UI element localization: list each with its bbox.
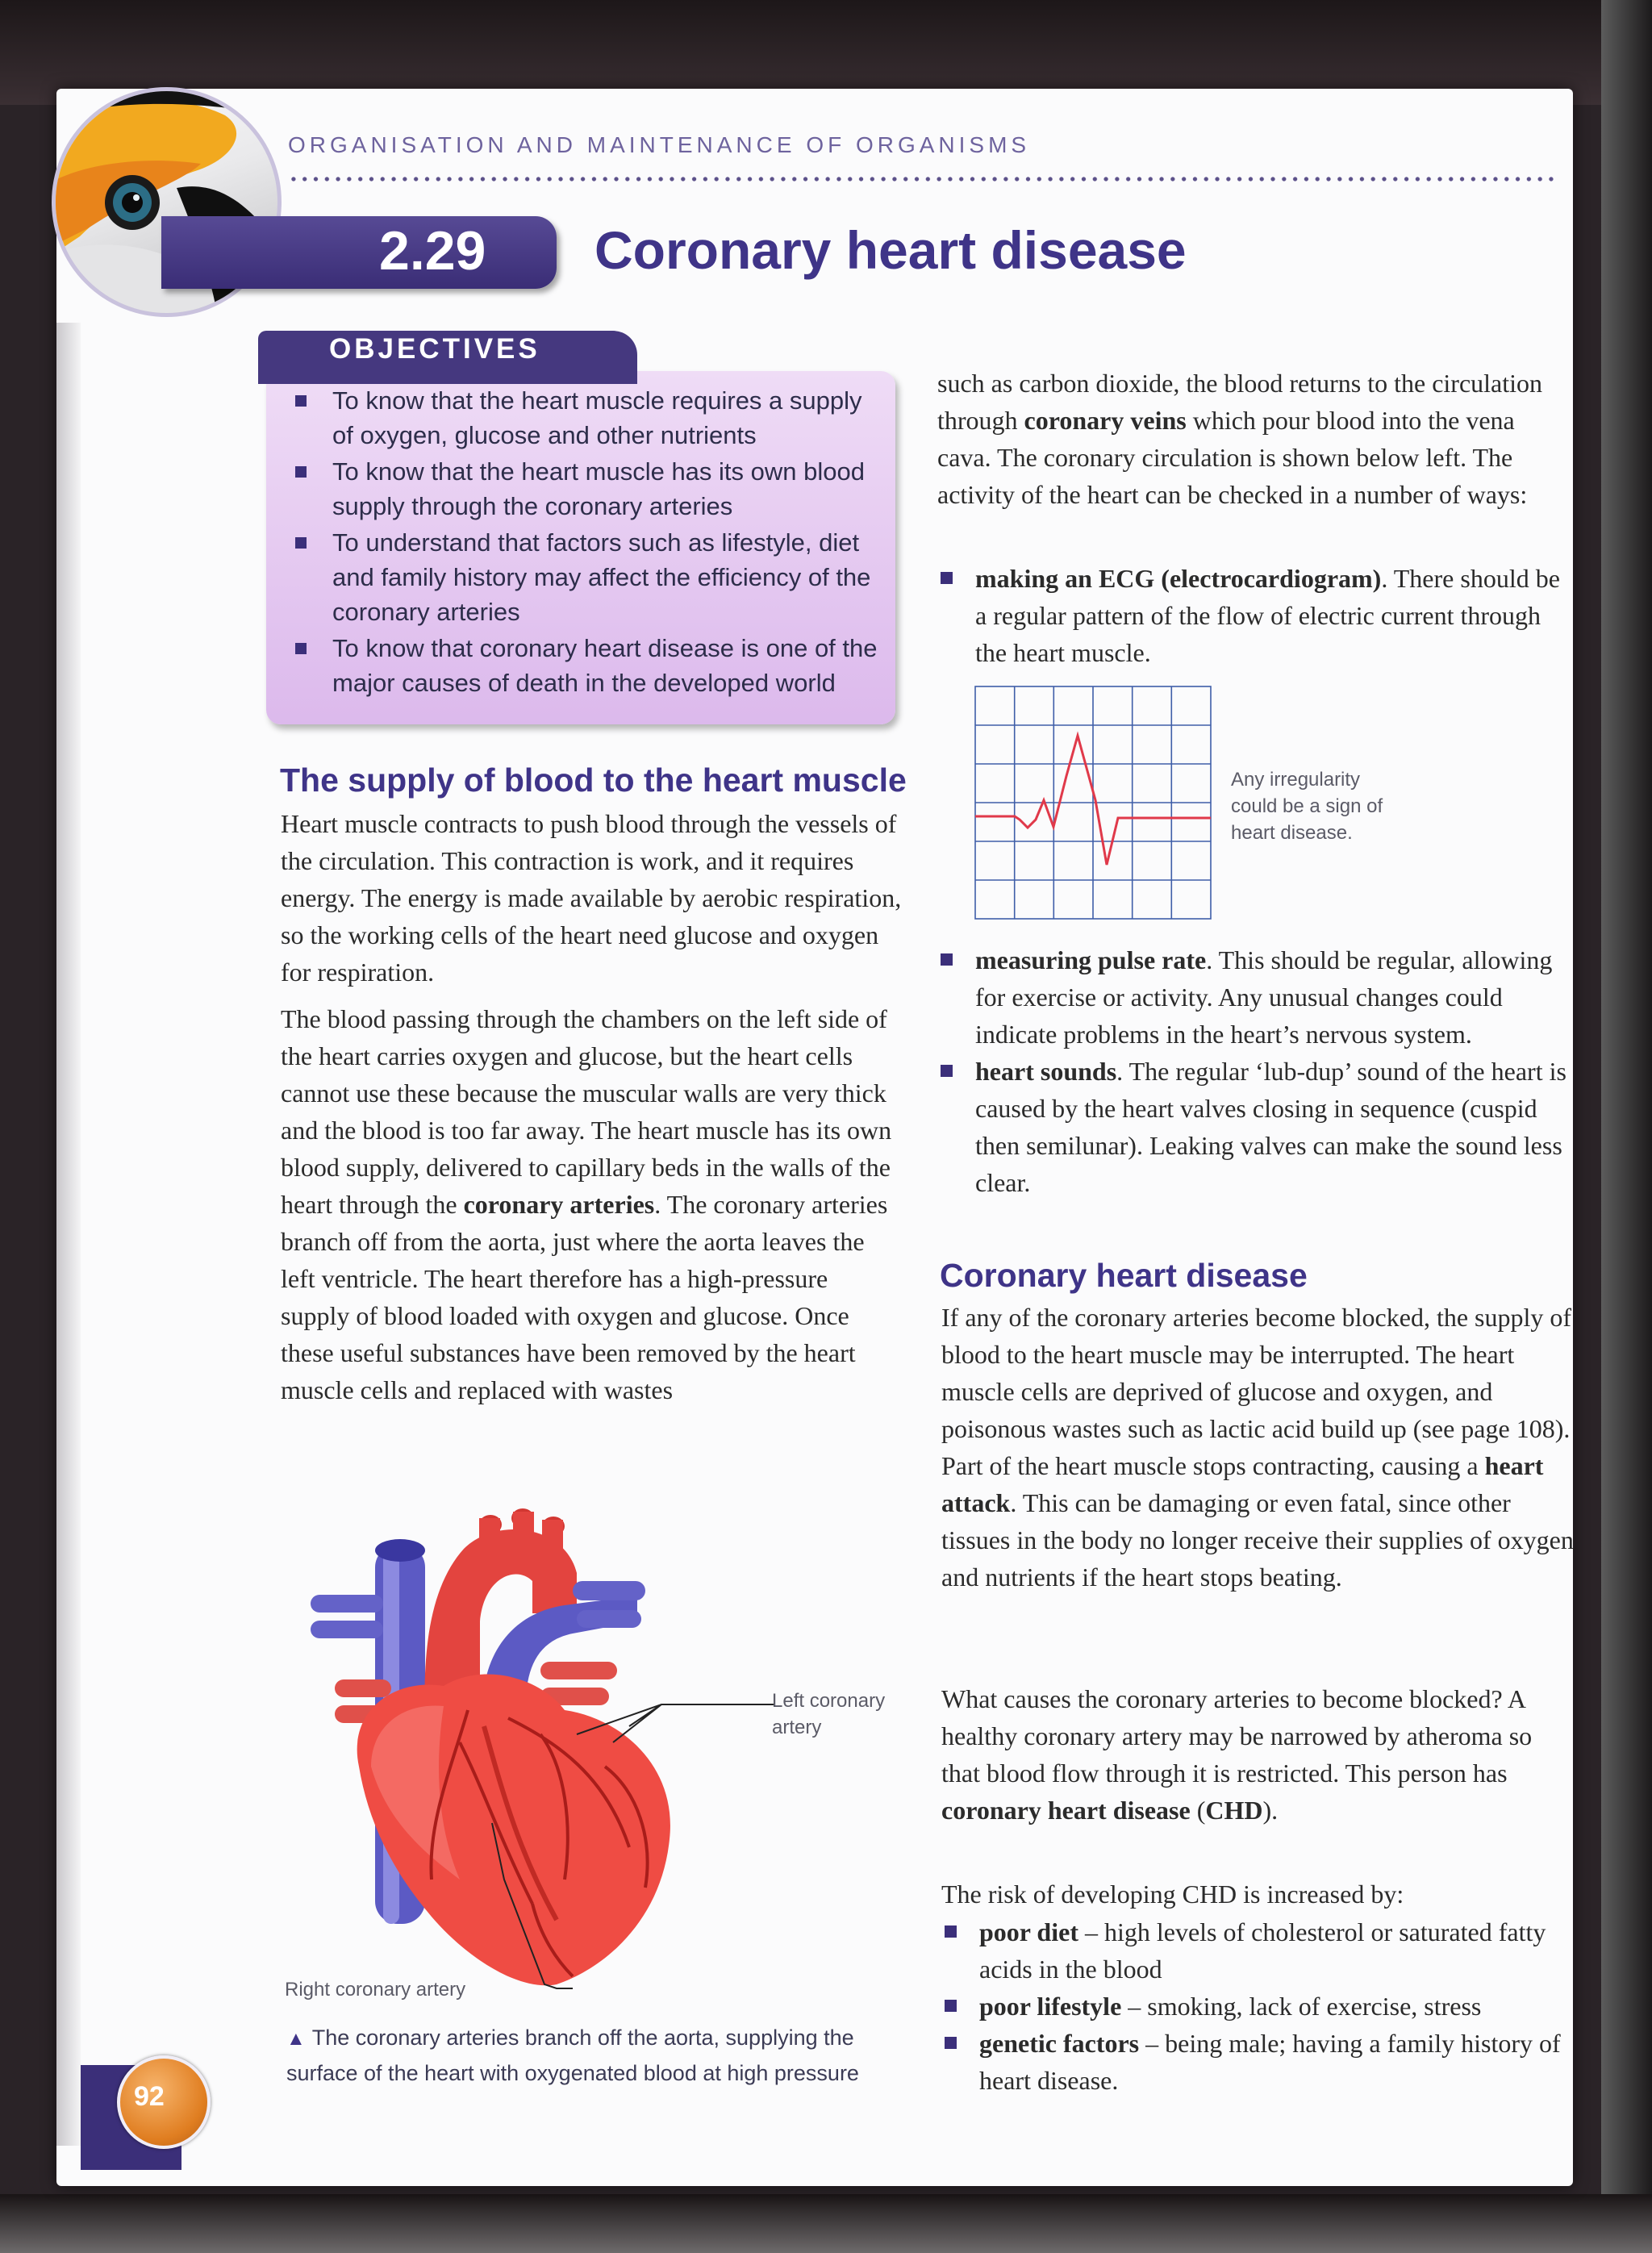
chd-paragraph-2: [941, 1680, 1575, 1829]
check-sounds-text: . The regular ‘lub-dup’ sound of the heart is caused by the heart valves closing in sequence (cuspid then semilunar). Leaking valves can make the sound less clear.: [975, 1057, 1566, 1197]
supply-paragraph-2: [281, 1000, 902, 1408]
risk-intro: The risk of developing CHD is increased by:: [941, 1880, 1404, 1909]
supply-paragraph-1: Heart muscle contracts to push blood through the vessels of the circulation. This contraction is work, and it requires energy. The energy is made available by aerobic respiration, so the working cells of the heart need glucose and oxygen for respiration.: [281, 809, 902, 987]
risk-factor-list: [941, 1913, 1575, 2099]
risk-genetic-term: genetic factors: [979, 2029, 1140, 2058]
pulmonary-vein-left-lower: [311, 1621, 383, 1638]
chd-paragraph-1-part-b: . This can be damaging or even fatal, since other tissues in the body no longer receive their supplies of oxygen and nutrients if the heart stops beating.: [941, 1488, 1574, 1592]
check-pulse-term: measuring pulse rate: [975, 945, 1207, 974]
risk-item-diet: [941, 1913, 1575, 1988]
pulmonary-artery-branch-lower: [577, 1610, 641, 1628]
scan-background-bottom: [0, 2194, 1652, 2253]
check-item-pulse: [937, 941, 1575, 1053]
pulmonary-vein-left-upper: [311, 1595, 383, 1613]
objective-item: To understand that factors such as lifestyle, diet and family history may affect the efficiency of the coronary arteries: [290, 525, 887, 629]
caption-triangle-icon: ▲: [286, 2028, 306, 2050]
chd-paragraph-1: [941, 1299, 1575, 1596]
aorta-vessel-3: [542, 1520, 563, 1568]
term-coronary-heart-disease: coronary heart disease: [941, 1796, 1191, 1825]
right-intro-part-a: such as carbon dioxide, the blood returns to the circulation through: [937, 369, 1543, 435]
page-stack-edge: [56, 323, 81, 2146]
chd-heading: Coronary heart disease: [940, 1257, 1308, 1294]
aorta-vessel-2: [513, 1512, 534, 1560]
risk-diet-text: – high levels of cholesterol or saturated fatty acids in the blood: [979, 1917, 1546, 1984]
pulmonary-vein-right-upper: [540, 1662, 617, 1679]
ecg-grid: [975, 686, 1211, 919]
term-coronary-arteries: coronary arteries: [463, 1190, 655, 1219]
check-pulse-text: . This should be regular, allowing for exercise or activity. Any unusual changes could indicate problems in the heart’s nervous system.: [975, 945, 1553, 1049]
right-intro-part-b: which pour blood into the vena cava. The coronary circulation is shown below left. The activity of the heart can be checked in a number of ways:: [937, 406, 1528, 509]
ecg-trace-chart: [974, 686, 1213, 921]
left-coronary-label: Left coronary artery: [772, 1690, 886, 1738]
heart-diagram: [298, 1500, 912, 2017]
objective-item: To know that the heart muscle requires a supply of oxygen, glucose and other nutrients: [290, 383, 887, 453]
figure-caption: [286, 2021, 907, 2091]
right-intro-paragraph: [937, 365, 1575, 513]
objective-item: To know that the heart muscle has its own blood supply through the coronary arteries: [290, 454, 887, 524]
risk-lifestyle-term: poor lifestyle: [979, 1992, 1122, 2021]
scan-background-right: [1601, 0, 1652, 2253]
risk-lifestyle-text: – smoking, lack of exercise, stress: [1121, 1992, 1482, 2021]
chd-paragraph-2-part-a: What causes the coronary arteries to become blocked? A healthy coronary artery may be narrowed by atheroma so that blood flow through it is restricted. This person has: [941, 1684, 1533, 1788]
supply-paragraph-2-part-a: The blood passing through the chambers on the left side of the heart carries oxygen and glucose, but the heart cells cannot use these because the muscular walls are very thick and the blood is too far away. The heart muscle has its own blood supply, delivered to capillary beds in the walls of the heart through the: [281, 1004, 892, 1219]
check-sounds-term: heart sounds: [975, 1057, 1117, 1086]
risk-item-genetic: [941, 2025, 1575, 2099]
risk-genetic-text: – being male; having a family history of heart disease.: [979, 2029, 1561, 2095]
objectives-list: [290, 383, 887, 702]
check-item-ecg: [937, 560, 1575, 671]
ecg-annotation: Any irregularity could be a sign of heart disease.: [1231, 769, 1383, 844]
running-head: ORGANISATION AND MAINTENANCE OF ORGANISMS: [288, 132, 1031, 157]
check-item-heart-sounds: [937, 1053, 1575, 1201]
term-coronary-veins: coronary veins: [1024, 406, 1187, 435]
supply-heading: The supply of blood to the heart muscle: [280, 761, 907, 799]
page-title: Coronary heart disease: [594, 220, 1187, 280]
aorta-vessel-1: [479, 1518, 500, 1567]
check-list-more: [937, 941, 1575, 1201]
chd-paragraph-2-part-b: (: [1190, 1796, 1206, 1825]
objectives-heading: OBJECTIVES: [329, 333, 540, 365]
risk-diet-term: poor diet: [979, 1917, 1078, 1946]
objective-item: To know that coronary heart disease is one of the major causes of death in the developed world: [290, 631, 887, 700]
page-number: 92: [134, 2081, 165, 2112]
term-heart-attack: heart attack: [941, 1451, 1544, 1517]
right-coronary-label: Right coronary artery: [285, 1979, 466, 2001]
dotted-rule: [288, 176, 1554, 182]
section-number: 2.29: [379, 220, 486, 282]
term-chd: CHD: [1205, 1796, 1263, 1825]
figure-caption-text: The coronary arteries branch off the aorta, supplying the surface of the heart with oxygenated blood at high pressure: [286, 2026, 859, 2085]
check-ecg-text: . There should be a regular pattern of the flow of electric current through the heart muscle.: [975, 564, 1560, 667]
pulmonary-vein-left: [335, 1679, 391, 1697]
section-tab: [161, 216, 557, 289]
vena-cava-opening: [375, 1539, 425, 1562]
chd-paragraph-2-part-c: ).: [1262, 1796, 1279, 1825]
pulmonary-artery-branch-upper: [573, 1581, 645, 1600]
supply-paragraph-2-part-b: . The coronary arteries branch off from the aorta, just where the aorta leaves the left ventricle. The heart therefore has a high-pressure supply of blood loaded with oxygen and glucose. Once these useful substances have been removed by the heart muscle cells and replaced with wastes: [281, 1190, 888, 1404]
chd-paragraph-1-part-a: If any of the coronary arteries become blocked, the supply of blood to the heart muscle may be interrupted. The heart muscle cells are deprived of glucose and oxygen, and poisonous wastes such as lactic acid build up (see page 108). Part of the heart muscle stops contracting, causing a: [941, 1303, 1572, 1480]
risk-item-lifestyle: [941, 1988, 1575, 2025]
check-ecg-term: making an ECG (electrocardiogram): [975, 564, 1382, 593]
check-list-ecg: [937, 560, 1575, 671]
